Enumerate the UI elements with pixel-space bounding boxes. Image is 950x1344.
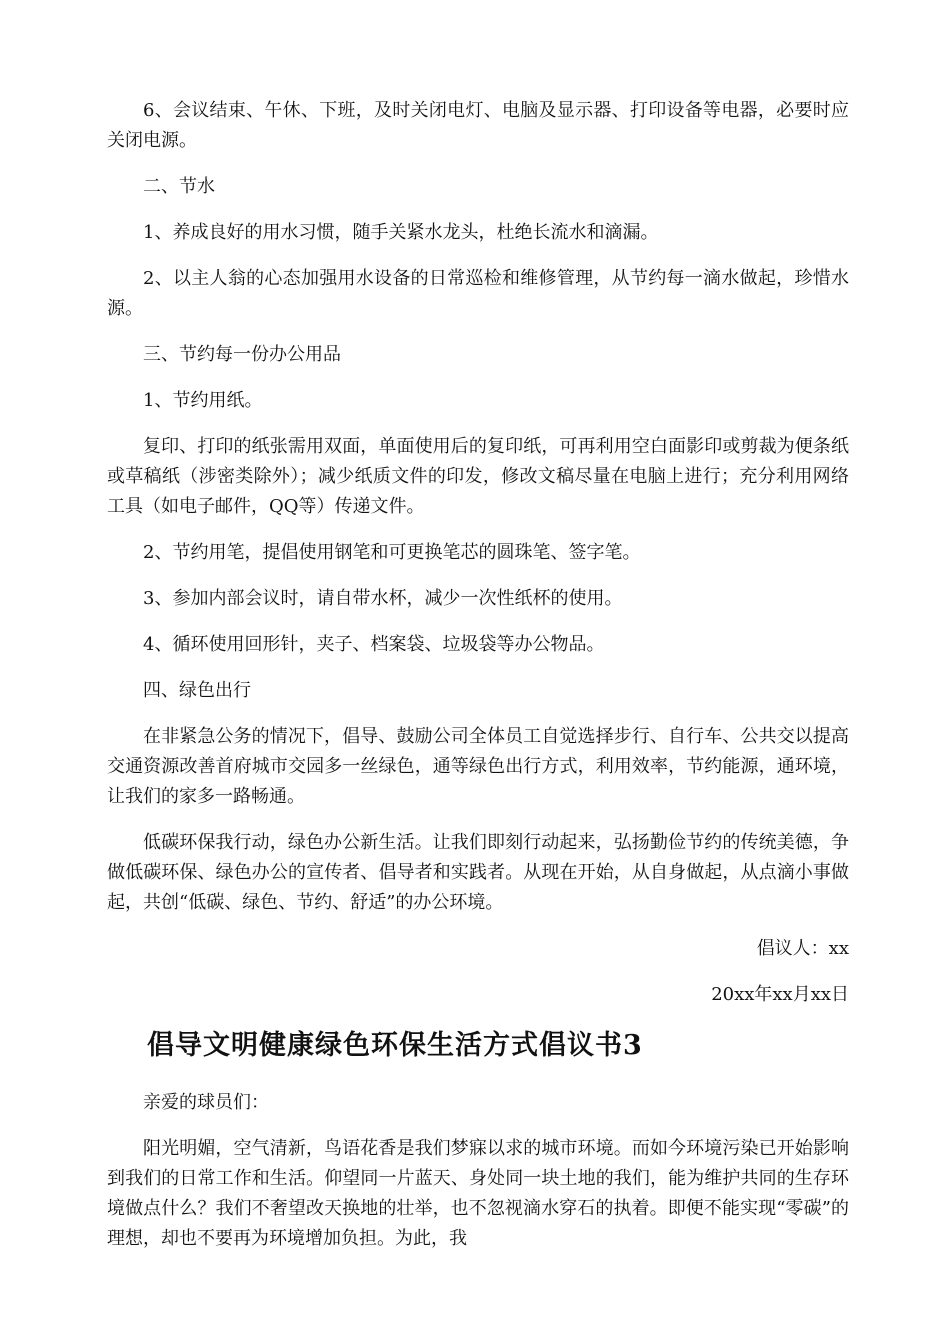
paragraph-intro-environment: 阳光明媚，空气清新，鸟语花香是我们梦寐以求的城市环境。而如今环境污染已开始影响到我们的日常工作和生活。仰望同一片蓝天、身处同一块土地的我们，能为维护共同的生存环境做点什么？我们不奢望改天换地的壮举，也不忽视滴水穿石的执着。即便不能实现“零碳”的理想，却也不要再为环境增加负担。为此，我: [107, 1138, 849, 1249]
document-page: [107, 96, 849, 1270]
section-heading-green-travel: 四、绿色出行: [143, 680, 251, 701]
paragraph-green-travel: 在非紧急公务的情况下，倡导、鼓励公司全体员工自觉选择步行、自行车、公共交以提高交通资源改善首府城市交园多一丝绿色，通等绿色出行方式，利用效率，节约能源，通环境，让我们的家多一路畅通。: [107, 726, 849, 807]
signature-proposer: 倡议人：xx: [756, 938, 849, 959]
document-title: 倡导文明健康绿色环保生活方式倡议书3: [147, 1030, 643, 1061]
paragraph-save-paper: 1、节约用纸。: [143, 390, 263, 411]
signature-date: 20xx年xx月xx日: [711, 984, 849, 1005]
salutation: 亲爱的球员们：: [143, 1092, 269, 1113]
paragraph-item6-electricity: 6、会议结束、午休、下班，及时关闭电灯、电脑及显示器、打印设备等电器，必要时应关闭电源。: [107, 100, 849, 151]
paragraph-paper-details: 复印、打印的纸张需用双面，单面使用后的复印纸，可再利用空白面影印或剪裁为便条纸或草稿纸（涉密类除外）；减少纸质文件的印发，修改文稿尽量在电脑上进行；充分利用网络工具（如电子邮件，QQ等）传递文件。: [107, 436, 849, 517]
paragraph-water-habit: 1、养成良好的用水习惯，随手关紧水龙头，杜绝长流水和滴漏。: [143, 222, 659, 243]
paragraph-reuse-items: 4、循环使用回形针，夹子、档案袋、垃圾袋等办公物品。: [143, 634, 605, 655]
paragraph-water-maintenance: 2、以主人翁的心态加强用水设备的日常巡检和维修管理，从节约每一滴水做起，珍惜水源。: [107, 268, 849, 319]
paragraph-own-cup: 3、参加内部会议时，请自带水杯，减少一次性纸杯的使用。: [143, 588, 623, 609]
paragraph-save-pens: 2、节约用笔，提倡使用钢笔和可更换笔芯的圆珠笔、签字笔。: [143, 542, 641, 563]
section-heading-water: 二、节水: [143, 176, 215, 197]
paragraph-low-carbon-call: 低碳环保我行动，绿色办公新生活。让我们即刻行动起来，弘扬勤俭节约的传统美德，争做低碳环保、绿色办公的宣传者、倡导者和实践者。从现在开始，从自身做起，从点滴小事做起，共创“低碳、绿色、节约、舒适”的办公环境。: [107, 832, 849, 913]
section-heading-office-supplies: 三、节约每一份办公用品: [143, 344, 341, 365]
